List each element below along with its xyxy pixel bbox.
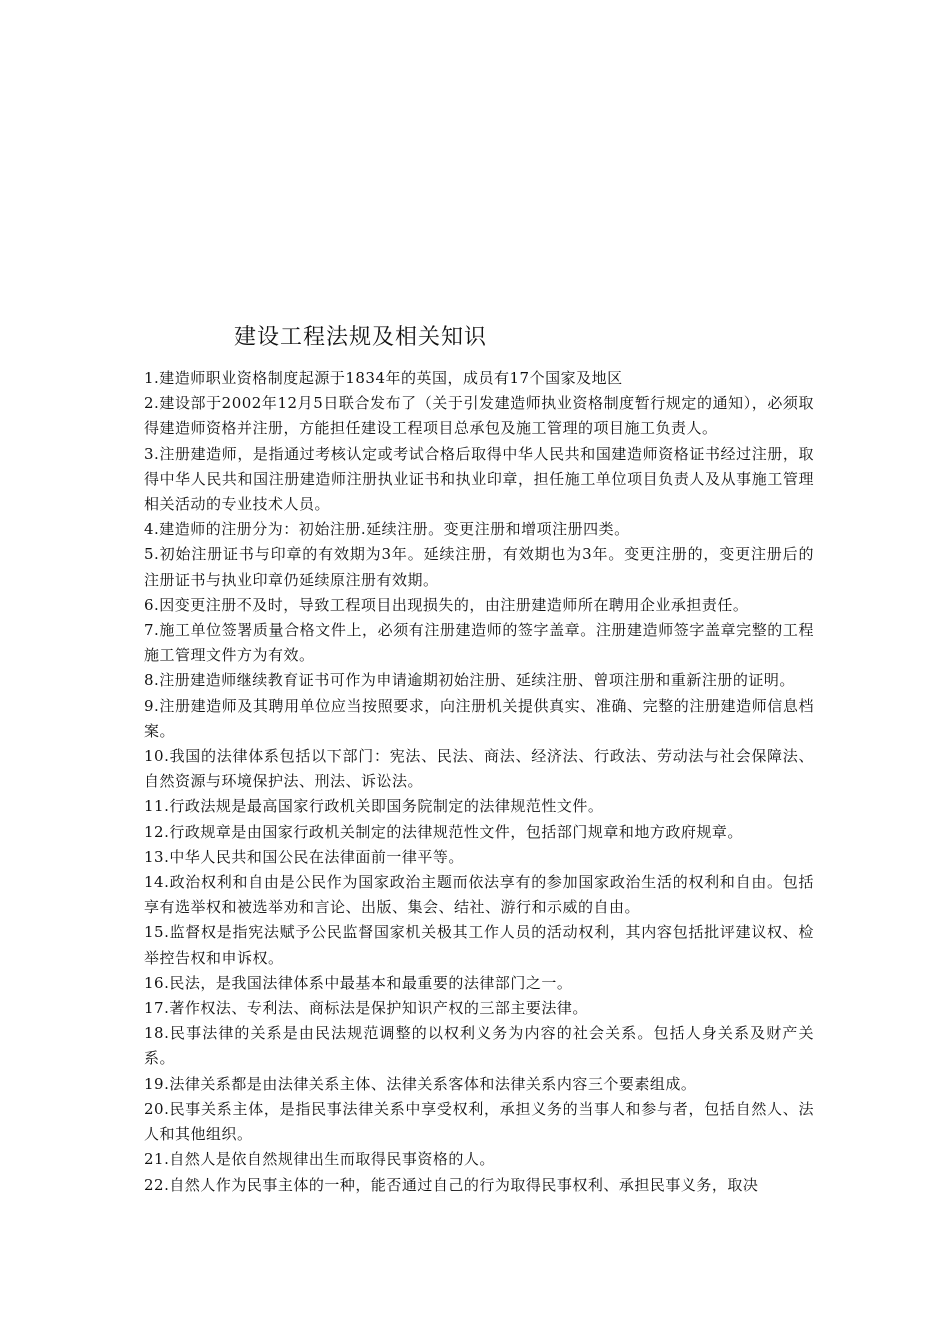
list-item: 3.注册建造师，是指通过考核认定或考试合格后取得中华人民共和国建造师资格证书经过注册，取得中华人民共和国注册建造师注册执业证书和执业印章，担任施工单位项目负责人及从事施工管理相关活动的专业技术人员。 [144, 444, 814, 514]
list-item: 1.建造师职业资格制度起源于1834年的英国，成员有17个国家及地区 [144, 369, 623, 387]
list-item: 16.民法，是我国法律体系中最基本和最重要的法律部门之一。 [144, 973, 573, 992]
list-item: 17.著作权法、专利法、商标法是保护知识产权的三部主要法律。 [144, 999, 588, 1018]
list-item: 18.民事法律的关系是由民法规范调整的以权利义务为内容的社会关系。包括人身关系及财产关系。 [144, 1024, 814, 1068]
list-item: 13.中华人民共和国公民在法律面前一律平等。 [144, 847, 464, 866]
list-item: 14.政治权利和自由是公民作为国家政治主题而依法享有的参加国家政治生活的权利和自由。包括享有选举权和被选举劝和言论、出版、集会、结社、游行和示威的自由。 [144, 873, 814, 917]
list-item: 15.监督权是指宪法赋予公民监督国家机关极其工作人员的活动权利，其内容包括批评建议权、检举控告权和申诉权。 [144, 923, 814, 967]
list-item: 9.注册建造师及其聘用单位应当按照要求，向注册机关提供真实、准确、完整的注册建造师信息档案。 [144, 696, 814, 740]
list-item: 21.自然人是依自然规律出生而取得民事资格的人。 [144, 1150, 495, 1169]
list-item: 22.自然人作为民事主体的一种，能否通过自己的行为取得民事权利、承担民事义务，取决 [144, 1175, 759, 1194]
list-item: 10.我国的法律体系包括以下部门：宪法、民法、商法、经济法、行政法、劳动法与社会保障法、自然资源与环境保护法、刑法、诉讼法。 [144, 747, 814, 791]
list-item: 7.施工单位签署质量合格文件上，必须有注册建造师的签字盖章。注册建造师签字盖章完整的工程施工管理文件方为有效。 [144, 621, 814, 665]
document-title: 建设工程法规及相关知识 [234, 325, 488, 350]
list-item: 5.初始注册证书与印章的有效期为3年。延续注册，有效期也为3年。变更注册的，变更注册后的注册证书与执业印章仍延续原注册有效期。 [144, 545, 814, 589]
list-item: 19.法律关系都是由法律关系主体、法律关系客体和法律关系内容三个要素组成。 [144, 1074, 697, 1093]
list-item: 20.民事关系主体，是指民事法律关系中享受权利，承担义务的当事人和参与者，包括自然人、法人和其他组织。 [144, 1099, 814, 1144]
list-item: 2.建设部于2002年12月5日联合发布了（关于引发建造师执业资格制度暂行规定的通知），必须取得建造师资格并注册，方能担任建设工程项目总承包及施工管理的项目施工负责人。 [144, 394, 814, 438]
list-item: 11.行政法规是最高国家行政机关即国务院制定的法律规范性文件。 [144, 797, 604, 816]
list-item: 12.行政规章是由国家行政机关制定的法律规范性文件，包括部门规章和地方政府规章。 [144, 822, 743, 841]
document-body [144, 366, 814, 1198]
list-item: 8.注册建造师继续教育证书可作为申请逾期初始注册、延续注册、曾项注册和重新注册的证明。 [144, 671, 795, 690]
list-item: 6.因变更注册不及时，导致工程项目出现损失的，由注册建造师所在聘用企业承担责任。 [144, 595, 749, 614]
list-item: 4.建造师的注册分为：初始注册.延续注册。变更注册和增项注册四类。 [144, 520, 630, 539]
